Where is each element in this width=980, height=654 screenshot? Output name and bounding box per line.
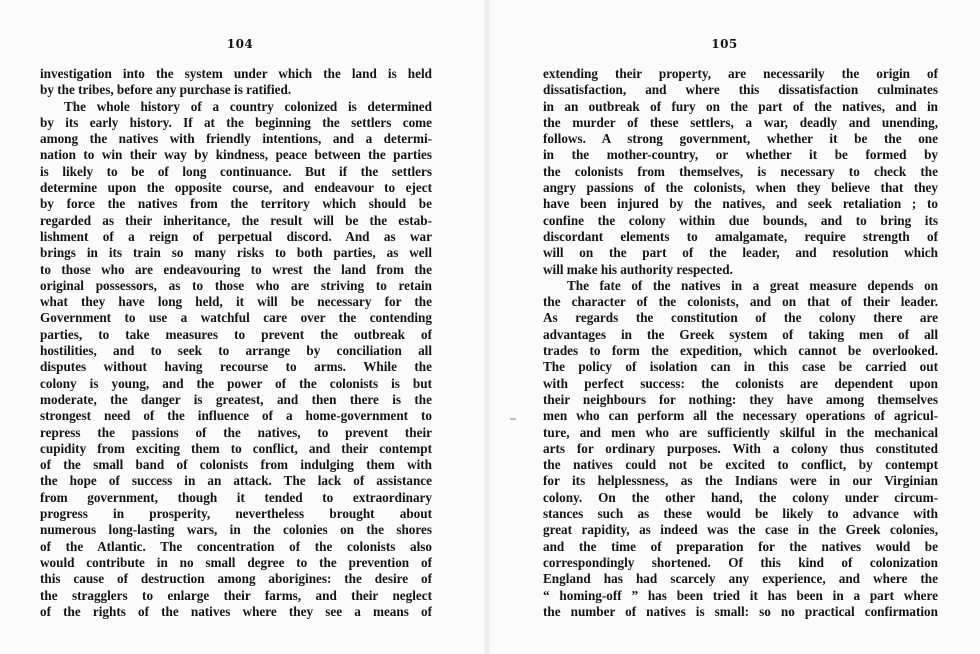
ink-mark <box>510 418 516 420</box>
text-line: colony. On the other hand, the colony under circum- <box>543 489 938 505</box>
text-line: will make his authority respected. <box>543 261 733 277</box>
text-line: England has had scarcely any experience, and where the <box>543 571 938 587</box>
text-line: the stragglers to enlarge their farms, and their neglect <box>40 587 432 603</box>
text-line: and the time of preparation for the natives would be <box>543 538 938 554</box>
text-line: the colonists from themselves, is necessary to check the <box>543 163 938 179</box>
text-line: men who can perform all the necessary operations of agricul- <box>543 408 938 424</box>
text-line: with perfect success: the colonists are dependent upon <box>543 375 938 391</box>
text-line: in an outbreak of fury on the part of the natives, and in <box>543 98 938 114</box>
text-line: dissatisfaction, and where this dissatisfaction culminates <box>543 82 938 98</box>
text-line: their neighbours for nothing: they have among themselves <box>543 391 938 407</box>
text-line: this cause of destruction among aborigines: the desire of <box>40 571 432 587</box>
text-line: by the tribes, before any purchase is ratified. <box>40 82 292 98</box>
left-page <box>40 36 432 620</box>
text-line: repress the passions of the natives, to prevent their <box>40 424 432 440</box>
right-page-number: 105 <box>711 37 738 51</box>
text-line: The fate of the natives in a great measure depends on <box>567 277 938 293</box>
text-line: determine upon the opposite course, and endeavour to eject <box>40 180 432 196</box>
text-line: by force the natives from the territory which should be <box>40 196 432 212</box>
text-line: nation to win their way by kindness, peace between the parties <box>40 147 432 163</box>
text-line: among the natives with friendly intentions, and a determi- <box>40 131 432 147</box>
text-line: of the rights of the natives where they see a means of <box>40 603 432 619</box>
text-line: As regards the constitution of the colony there are <box>543 310 938 326</box>
text-line: would contribute in no small degree to the prevention of <box>40 554 432 570</box>
text-line: “ homing-off ” has been tried it has been in a part where <box>543 587 938 603</box>
text-line: what they have long held, it will be necessary for the <box>40 294 432 310</box>
text-line: angry passions of the colonists, when they believe that they <box>543 180 938 196</box>
text-line: the character of the colonists, and on that of their leader. <box>543 294 938 310</box>
text-line: of the small band of colonists from indulging them with <box>40 457 432 473</box>
text-line: of the Atlantic. The concentration of the colonists also <box>40 538 432 554</box>
text-line: follows. A strong government, whether it be the one <box>543 131 938 147</box>
text-line: The policy of isolation can in this case be carried out <box>543 359 938 375</box>
text-line: strongest need of the influence of a home-government to <box>40 408 432 424</box>
text-line: arts for ordinary purposes. With a colony thus constituted <box>543 440 938 456</box>
text-line: extending their property, are necessarily the origin of <box>543 66 938 81</box>
left-page-text <box>40 66 432 620</box>
text-line: trades to form the expedition, which cannot be overlooked. <box>543 343 938 359</box>
text-line: advantages in the Greek system of taking men of all <box>543 326 938 342</box>
text-line: great rapidity, as indeed was the case in the Greek colonies, <box>543 522 938 538</box>
text-line: lishment of a reign of perpetual discord. And as war <box>40 228 432 244</box>
text-line: will on the part of the leader, and resolution which <box>543 245 938 261</box>
text-line: the number of natives is small: so no practical confirmation <box>543 603 938 619</box>
text-line: the natives could not be excited to conflict, by contempt <box>543 457 938 473</box>
right-page <box>543 36 938 620</box>
text-line: numerous long-lasting wars, in the colonies on the shores <box>40 522 432 538</box>
book-gutter <box>484 0 490 654</box>
text-line: colony is young, and the power of the colonists is but <box>40 375 432 391</box>
right-page-text <box>543 66 938 620</box>
text-line: by its early history. If at the beginning the settlers come <box>40 114 432 130</box>
text-line: for its helplessness, as the Indians were in our Virginian <box>543 473 938 489</box>
text-line: Government to use a watchful care over the contending <box>40 310 432 326</box>
text-line: confine the colony within due bounds, and to bring its <box>543 212 938 228</box>
text-line: have been injured by the natives, and seek retaliation ; to <box>543 196 938 212</box>
text-line: original possessors, as to those who are striving to retain <box>40 277 432 293</box>
text-line: investigation into the system under which the land is held <box>40 66 432 81</box>
text-line: in the mother-country, or whether it be formed by <box>543 147 938 163</box>
text-line: moderate, the danger is greatest, and then there is the <box>40 391 432 407</box>
left-page-number: 104 <box>226 37 254 51</box>
text-line: progress in prosperity, nevertheless brought about <box>40 506 432 522</box>
text-line: The whole history of a country colonized is determined <box>64 98 432 114</box>
text-line: correspondingly shortened. Of this kind of colonization <box>543 554 938 570</box>
text-line: is likely to be of long continuance. But if the settlers <box>40 163 432 179</box>
text-line: the murder of these settlers, a war, deadly and unending, <box>543 114 938 130</box>
text-line: hostilities, and to seek to arrange by conciliation all <box>40 343 432 359</box>
text-line: to those who are endeavouring to wrest the land from the <box>40 261 432 277</box>
text-line: from government, though it tended to extraordinary <box>40 489 432 505</box>
text-line: brings in its train so many risks to both parties, as well <box>40 245 432 261</box>
text-line: the hope of success in an attack. The lack of assistance <box>40 473 432 489</box>
text-line: ture, and men who are sufficiently skilful in the mechanical <box>543 424 938 440</box>
text-line: discordant elements to amalgamate, require strength of <box>543 228 938 244</box>
text-line: regarded as their inheritance, the result will be the estab- <box>40 212 432 228</box>
text-line: stances such as these would be likely to advance with <box>543 506 938 522</box>
text-line: disputes without having recourse to arms. While the <box>40 359 432 375</box>
text-line: parties, to take measures to prevent the outbreak of <box>40 326 432 342</box>
text-line: cupidity from exciting them to conflict, and their contempt <box>40 440 432 456</box>
